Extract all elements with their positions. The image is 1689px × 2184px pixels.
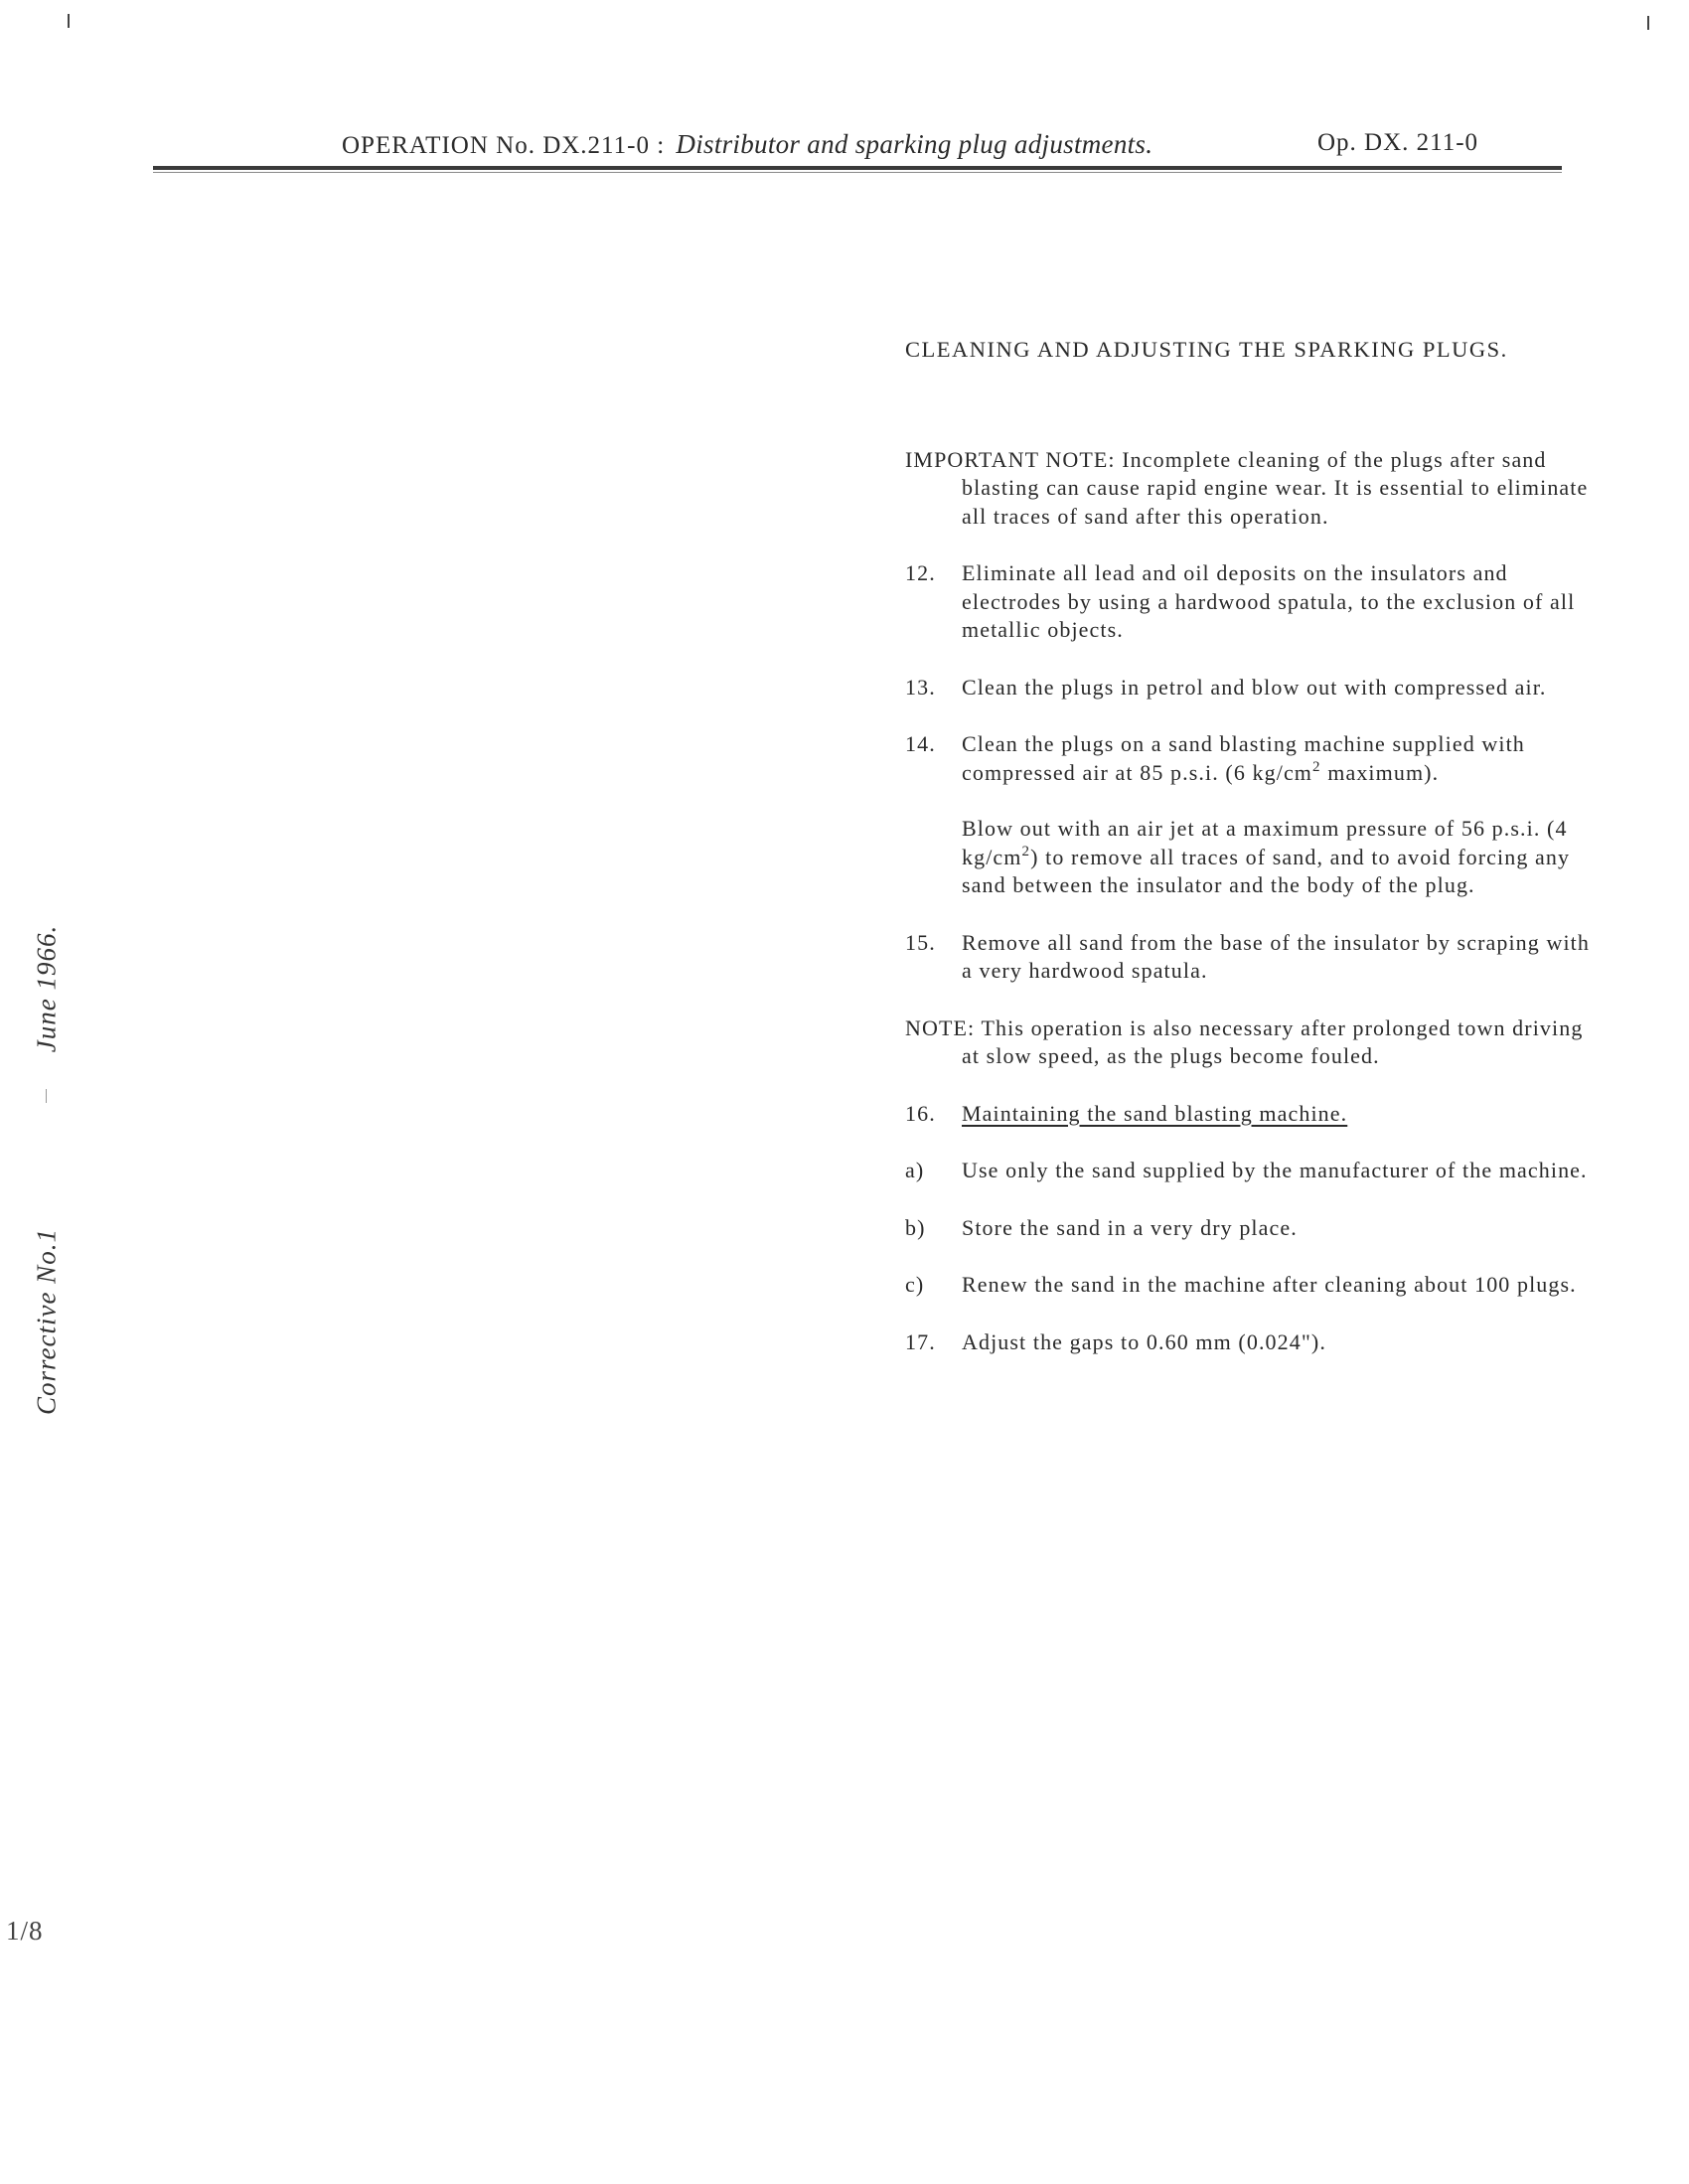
main-content bbox=[905, 336, 1601, 1385]
step-heading: Maintaining the sand blasting machine. bbox=[962, 1100, 1348, 1126]
step-12 bbox=[905, 559, 1601, 645]
important-note-text: Incomplete cleaning of the plugs after sand blasting can cause rapid engine wear. It is essential to eliminate all traces of sand after this operation. bbox=[962, 446, 1589, 529]
step-text-part: ) to remove all traces of sand, and to avoid forcing any sand between the insulator and the body of the plug. bbox=[962, 844, 1571, 897]
step-17 bbox=[905, 1328, 1601, 1357]
scan-mark bbox=[46, 1089, 47, 1103]
step-letter: a) bbox=[905, 1158, 925, 1182]
operation-label: OPERATION No. DX.211-0 : bbox=[342, 132, 666, 159]
page-number: 1/8 bbox=[6, 1916, 44, 1946]
margin-date bbox=[12, 914, 81, 1063]
step-a bbox=[905, 1157, 1601, 1185]
step-text-part: maximum). bbox=[1320, 759, 1440, 785]
step-text-part: Blow out with an air jet at a maximum pressure of 56 p.s.i. (4 kg/cm bbox=[962, 816, 1568, 869]
margin-date-text: June 1966. bbox=[31, 924, 62, 1053]
step-number: 12. bbox=[905, 560, 936, 585]
step-number: 15. bbox=[905, 929, 936, 955]
section-title: CLEANING AND ADJUSTING THE SPARKING PLUGS. bbox=[905, 337, 1508, 362]
step-b bbox=[905, 1214, 1601, 1243]
important-note bbox=[905, 446, 1601, 532]
operation-heading bbox=[342, 129, 1152, 160]
step-number: 16. bbox=[905, 1100, 936, 1126]
step-text-part: Clean the plugs on a sand blasting machine supplied with compressed air at 85 p.s.i. (6 kg/cm bbox=[962, 731, 1525, 785]
step-letter: c) bbox=[905, 1272, 925, 1297]
header-rule-thin bbox=[153, 172, 1562, 173]
step-number: 14. bbox=[905, 731, 936, 756]
scan-mark bbox=[1647, 16, 1649, 30]
step-text: Renew the sand in the machine after cleaning about 100 plugs. bbox=[962, 1272, 1577, 1297]
note bbox=[905, 1014, 1601, 1071]
superscript: 2 bbox=[1021, 843, 1031, 859]
step-number: 17. bbox=[905, 1328, 936, 1354]
step-13 bbox=[905, 674, 1601, 702]
step-16 bbox=[905, 1100, 1601, 1129]
step-14 bbox=[905, 730, 1601, 900]
header-rule bbox=[153, 166, 1562, 170]
operation-ref: Op. DX. 211-0 bbox=[1317, 129, 1479, 156]
step-c bbox=[905, 1271, 1601, 1300]
operation-title: Distributor and sparking plug adjustments. bbox=[676, 129, 1153, 159]
note-label: NOTE: bbox=[905, 1014, 976, 1040]
step-15 bbox=[905, 929, 1601, 986]
step-text: Remove all sand from the base of the insulator by scraping with a very hardwood spatula. bbox=[962, 929, 1590, 983]
superscript: 2 bbox=[1312, 758, 1321, 775]
step-text: Clean the plugs in petrol and blow out with compressed air. bbox=[962, 674, 1547, 700]
important-note-label: IMPORTANT NOTE: bbox=[905, 446, 1116, 472]
step-text bbox=[962, 730, 1601, 900]
page-header bbox=[153, 119, 1564, 169]
step-text: Adjust the gaps to 0.60 mm (0.024"). bbox=[962, 1328, 1326, 1354]
margin-corrective bbox=[12, 1212, 81, 1431]
scan-mark bbox=[68, 14, 70, 28]
step-text: Eliminate all lead and oil deposits on the insulators and electrodes by using a hardwood spatula, to the exclusion of all metallic objects. bbox=[962, 560, 1576, 642]
step-letter: b) bbox=[905, 1214, 926, 1240]
step-14-paragraph-2 bbox=[962, 815, 1601, 900]
margin-corrective-text: Corrective No.1 bbox=[31, 1228, 62, 1415]
note-text: This operation is also necessary after prolonged town driving at slow speed, as the plugs become fouled. bbox=[962, 1014, 1584, 1068]
step-text: Use only the sand supplied by the manufacturer of the machine. bbox=[962, 1158, 1588, 1182]
step-number: 13. bbox=[905, 674, 936, 700]
step-text: Store the sand in a very dry place. bbox=[962, 1214, 1298, 1240]
